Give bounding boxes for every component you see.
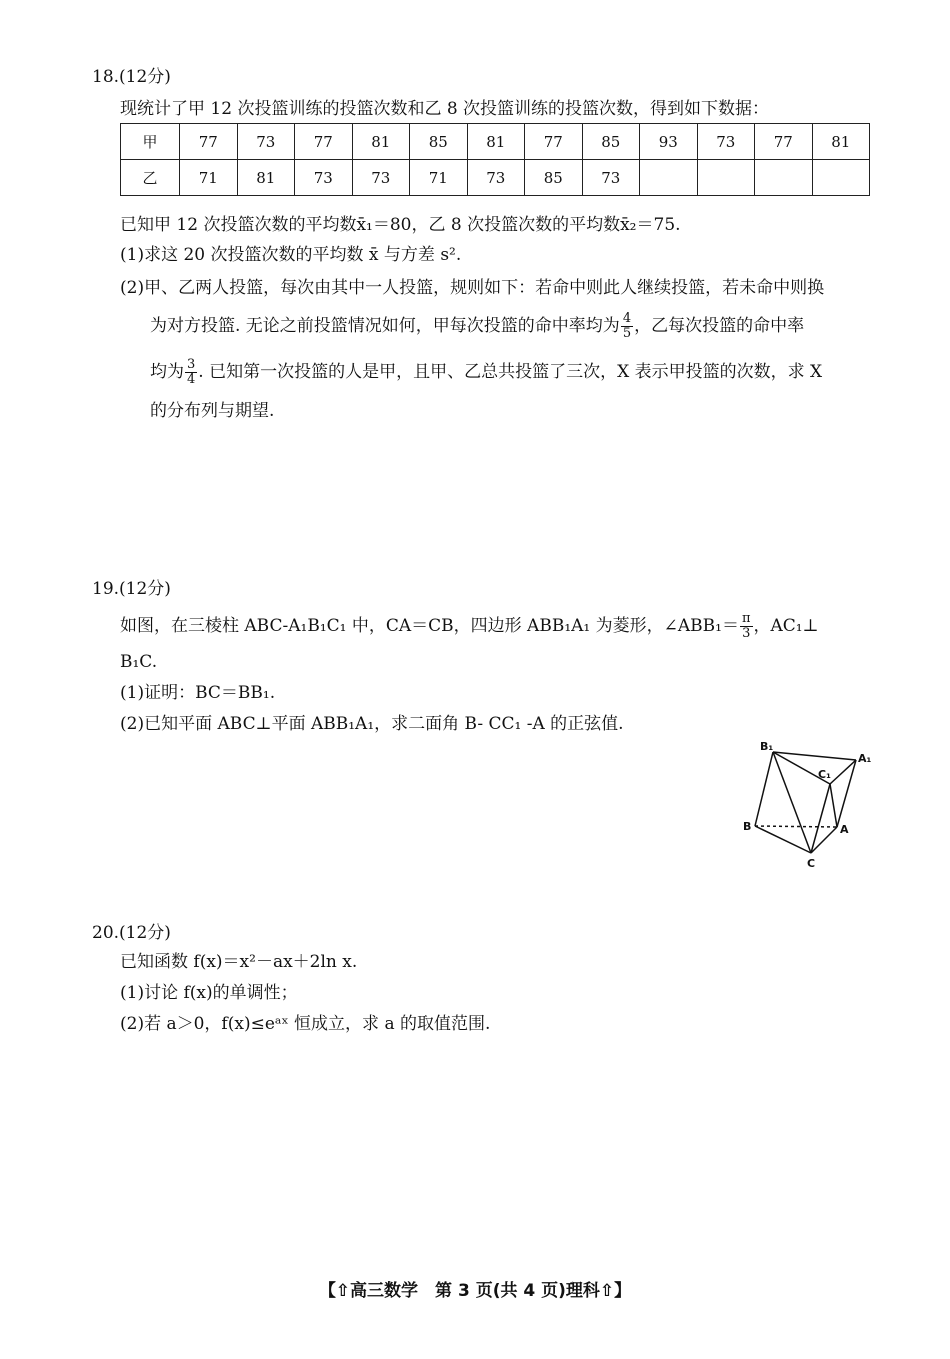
q19-line2: B₁C. — [120, 652, 158, 672]
label-b1: B₁ — [760, 740, 774, 753]
table-cell: 73 — [697, 124, 755, 160]
edge-b1-b — [755, 752, 773, 826]
q20-heading: 20.(12分) — [92, 923, 171, 943]
q18-part2-line4: 的分布列与期望. — [150, 401, 275, 421]
fraction-pi-thirds — [740, 612, 753, 641]
q19-heading: 19.(12分) — [92, 579, 171, 599]
fraction-denominator: 5 — [622, 326, 632, 341]
q18-part2-line3 — [150, 358, 822, 387]
q18-heading: 18.(12分) — [92, 67, 171, 87]
table-cell: 77 — [525, 124, 583, 160]
label-b: B — [743, 820, 752, 833]
fraction-three-fourths — [185, 358, 197, 387]
page-footer: 【⇧高三数学 第 3 页(共 4 页)理科⇧】 — [318, 1281, 632, 1301]
table-cell: 77 — [755, 124, 813, 160]
edge-c1-a — [830, 784, 837, 827]
q20-part1: (1)讨论 f(x)的单调性； — [120, 983, 298, 1003]
table-cell — [640, 160, 698, 196]
fraction-numerator: 3 — [187, 357, 196, 372]
fraction-denominator: 4 — [187, 372, 196, 387]
q20-line1: 已知函数 f(x)＝x²－ax＋2ln x. — [120, 952, 358, 972]
q19-line1a: 如图，在三棱柱 ABC-A₁B₁C₁ 中，CA＝CB，四边形 ABB₁A₁ 为菱形，∠ABB₁＝ — [120, 616, 739, 636]
table-cell: 71 — [410, 160, 468, 196]
table-cell: 81 — [467, 124, 525, 160]
table-cell: 73 — [352, 160, 410, 196]
label-a: A — [840, 823, 849, 836]
table-cell: 81 — [812, 124, 870, 160]
table-cell: 77 — [180, 124, 238, 160]
table-cell: 85 — [525, 160, 583, 196]
label-c1: C₁ — [818, 768, 831, 781]
fraction-numerator: π — [741, 611, 751, 626]
table-cell: 73 — [295, 160, 353, 196]
q19-line1b: ，AC₁⊥ — [753, 616, 819, 636]
edge-b-a-hidden — [755, 826, 837, 827]
edge-a1-a — [837, 760, 856, 827]
q18-part2-line3a: 均为 — [150, 362, 184, 382]
table-cell: 73 — [582, 160, 640, 196]
table-cell: 甲 — [121, 124, 180, 160]
label-a1: A₁ — [858, 752, 872, 765]
q18-part2-line2a: 为对方投篮. 无论之前投篮情况如何，甲每次投篮的命中率均为 — [150, 316, 620, 336]
q20-part2: (2)若 a＞0，f(x)≤eᵃˣ 恒成立，求 a 的取值范围. — [120, 1014, 491, 1034]
table-row-yi — [121, 160, 870, 196]
q18-data-table — [120, 123, 870, 196]
q18-part1: (1)求这 20 次投篮次数的平均数 x̄ 与方差 s². — [120, 245, 462, 265]
label-c: C — [807, 857, 816, 870]
table-cell: 73 — [237, 124, 295, 160]
table-cell: 71 — [180, 160, 238, 196]
q18-intro: 现统计了甲 12 次投篮训练的投篮次数和乙 8 次投篮训练的投篮次数，得到如下数据： — [120, 99, 770, 119]
q18-part2-line2b: ，乙每次投篮的命中率 — [634, 316, 805, 336]
q19-part2: (2)已知平面 ABC⊥平面 ABB₁A₁，求二面角 B- CC₁ -A 的正弦值. — [120, 714, 624, 734]
q19-line1 — [120, 612, 819, 641]
q18-part2-line2 — [150, 312, 804, 341]
table-cell: 85 — [582, 124, 640, 160]
q18-part2-line1: (2)甲、乙两人投篮，每次由其中一人投篮，规则如下：若命中则此人继续投篮，若未命中则换 — [120, 278, 825, 298]
q19-part1: (1)证明：BC＝BB₁. — [120, 683, 276, 703]
prism-figure — [738, 738, 878, 873]
table-cell — [697, 160, 755, 196]
q18-part2-line3b: . 已知第一次投篮的人是甲，且甲、乙总共投篮了三次，X 表示甲投篮的次数，求 X — [198, 362, 823, 382]
table-cell: 73 — [467, 160, 525, 196]
table-cell: 85 — [410, 124, 468, 160]
table-cell: 93 — [640, 124, 698, 160]
table-row-jia — [121, 124, 870, 160]
fraction-numerator: 4 — [622, 311, 632, 326]
table-cell — [812, 160, 870, 196]
table-cell — [755, 160, 813, 196]
fraction-four-fifths — [621, 312, 633, 341]
table-cell: 乙 — [121, 160, 180, 196]
table-cell: 81 — [352, 124, 410, 160]
fraction-denominator: 3 — [742, 626, 751, 641]
table-cell: 81 — [237, 160, 295, 196]
table-cell: 77 — [295, 124, 353, 160]
q18-known: 已知甲 12 次投篮次数的平均数x̄₁＝80，乙 8 次投篮次数的平均数x̄₂＝75. — [120, 215, 681, 235]
